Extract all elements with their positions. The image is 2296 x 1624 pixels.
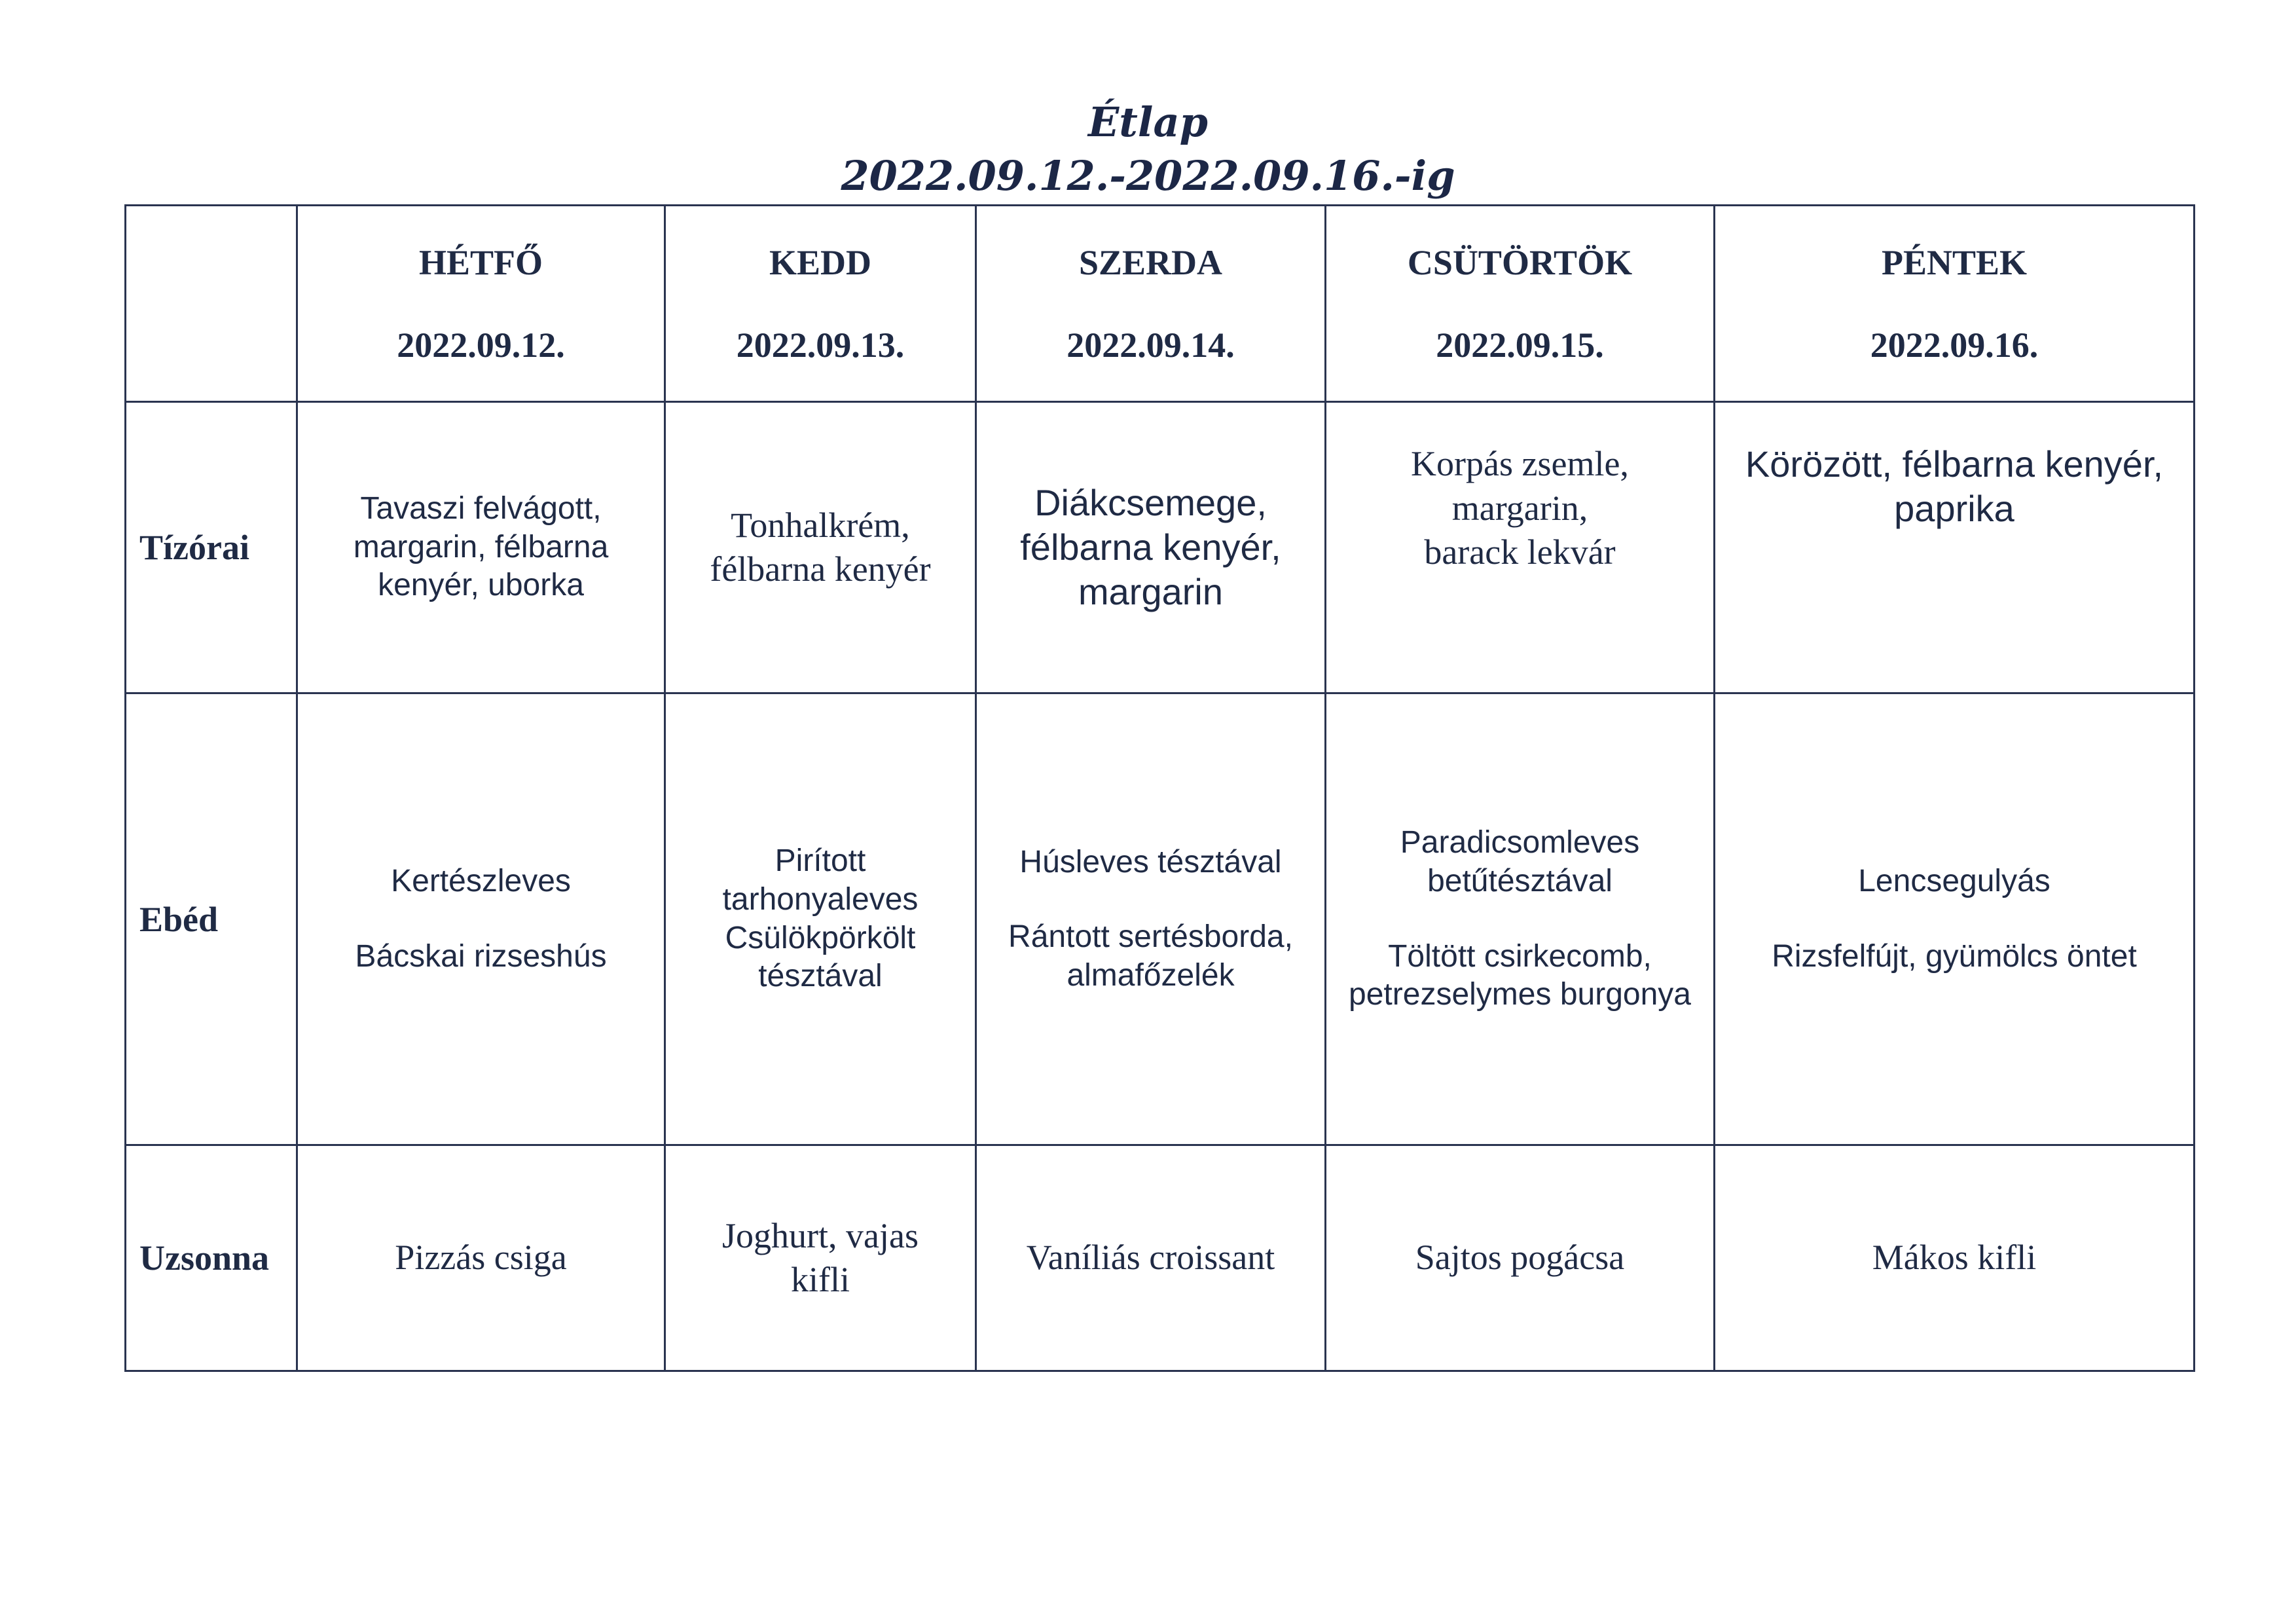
- menu-line: Vaníliás croissant: [1026, 1238, 1275, 1278]
- row-tizorai: [126, 402, 2195, 693]
- day-name: KEDD: [769, 242, 871, 282]
- menu-line: Kertészleves: [391, 863, 571, 898]
- menu-cell-ebed-monday: [297, 693, 665, 1145]
- row-label-ebed: Ebéd: [126, 693, 297, 1145]
- menu-line: margarin, félbarna: [353, 529, 609, 564]
- menu-line: Joghurt, vajas: [722, 1215, 919, 1255]
- menu-line: Paradicsomleves: [1400, 825, 1640, 860]
- menu-cell-uzsonna-friday: [1715, 1145, 2195, 1371]
- day-header-tuesday: [665, 206, 976, 402]
- menu-table: [124, 204, 2195, 1372]
- day-name: PÉNTEK: [1881, 242, 2028, 282]
- day-name: CSÜTÖRTÖK: [1407, 242, 1633, 282]
- day-header-wednesday: [976, 206, 1326, 402]
- menu-cell-tizorai-friday: [1715, 402, 2195, 693]
- row-ebed: [126, 693, 2195, 1145]
- day-date: 2022.09.12.: [397, 325, 565, 365]
- menu-line: Diákcsemege,: [1034, 481, 1267, 523]
- menu-line: Tavaszi felvágott,: [360, 491, 602, 526]
- row-uzsonna: [126, 1145, 2195, 1371]
- menu-line: félbarna kenyér,: [1020, 526, 1281, 568]
- menu-line: Tonhalkrém,: [731, 505, 910, 545]
- row-label-uzsonna: Uzsonna: [126, 1145, 297, 1371]
- menu-line: tésztával: [758, 959, 883, 994]
- menu-cell-ebed-wednesday: [976, 693, 1326, 1145]
- menu-line: petrezselymes burgonya: [1349, 977, 1691, 1012]
- day-date: 2022.09.15.: [1436, 325, 1604, 365]
- menu-cell-tizorai-monday: [297, 402, 665, 693]
- page-title: Étlap: [1088, 98, 1208, 146]
- menu-line: betűtésztával: [1427, 863, 1613, 898]
- menu-line: tarhonyaleves: [722, 881, 919, 917]
- menu-line: barack lekvár: [1424, 532, 1616, 572]
- menu-line: Húsleves tésztával: [1019, 844, 1282, 879]
- menu-line: félbarna kenyér: [710, 549, 931, 589]
- menu-line: Mákos kifli: [1872, 1238, 2037, 1278]
- day-name: HÉTFŐ: [418, 242, 543, 282]
- menu-line: kenyér, uborka: [378, 568, 584, 603]
- menu-line: margarin,: [1451, 488, 1588, 528]
- menu-line: Sajtos pogácsa: [1415, 1238, 1625, 1278]
- row-label-tizorai: Tízórai: [126, 402, 297, 693]
- menu-line: almafőzelék: [1066, 957, 1235, 993]
- day-date: 2022.09.14.: [1066, 325, 1235, 365]
- menu-line: Rizsfelfújt, gyümölcs öntet: [1772, 938, 2137, 974]
- menu-line: Rántott sertésborda,: [1008, 919, 1293, 955]
- menu-line: Körözött, félbarna kenyér,: [1745, 443, 2164, 485]
- menu-cell-tizorai-thursday: [1326, 402, 1715, 693]
- menu-line: Töltött csirkecomb,: [1388, 938, 1652, 974]
- day-header-friday: [1715, 206, 2195, 402]
- menu-line: paprika: [1894, 488, 2014, 530]
- menu-cell-ebed-friday: [1715, 693, 2195, 1145]
- day-name: SZERDA: [1078, 242, 1223, 282]
- menu-line: kifli: [791, 1260, 850, 1299]
- menu-cell-uzsonna-thursday: [1326, 1145, 1715, 1371]
- corner-cell: [126, 206, 297, 402]
- menu-cell-tizorai-tuesday: [665, 402, 976, 693]
- menu-line: Pizzás csiga: [395, 1238, 567, 1278]
- menu-line: Pirított: [774, 843, 866, 879]
- page-subtitle: 2022.09.12.-2022.09.16.-ig: [841, 152, 1455, 200]
- menu-cell-ebed-thursday: [1326, 693, 1715, 1145]
- menu-cell-uzsonna-monday: [297, 1145, 665, 1371]
- day-date: 2022.09.16.: [1870, 325, 2039, 365]
- day-header-thursday: [1326, 206, 1715, 402]
- day-date: 2022.09.13.: [736, 325, 905, 365]
- menu-cell-uzsonna-wednesday: [976, 1145, 1326, 1371]
- menu-cell-ebed-tuesday: [665, 693, 976, 1145]
- menu-line: margarin: [1078, 571, 1223, 613]
- menu-line: Bácskai rizseshús: [355, 938, 607, 974]
- menu-line: Csülökpörkölt: [725, 920, 916, 955]
- day-header-monday: [297, 206, 665, 402]
- menu-line: Lencsegulyás: [1858, 863, 2050, 898]
- menu-cell-tizorai-wednesday: [976, 402, 1326, 693]
- menu-cell-uzsonna-tuesday: [665, 1145, 976, 1371]
- header-row: [126, 206, 2195, 402]
- menu-line: Korpás zsemle,: [1411, 444, 1629, 483]
